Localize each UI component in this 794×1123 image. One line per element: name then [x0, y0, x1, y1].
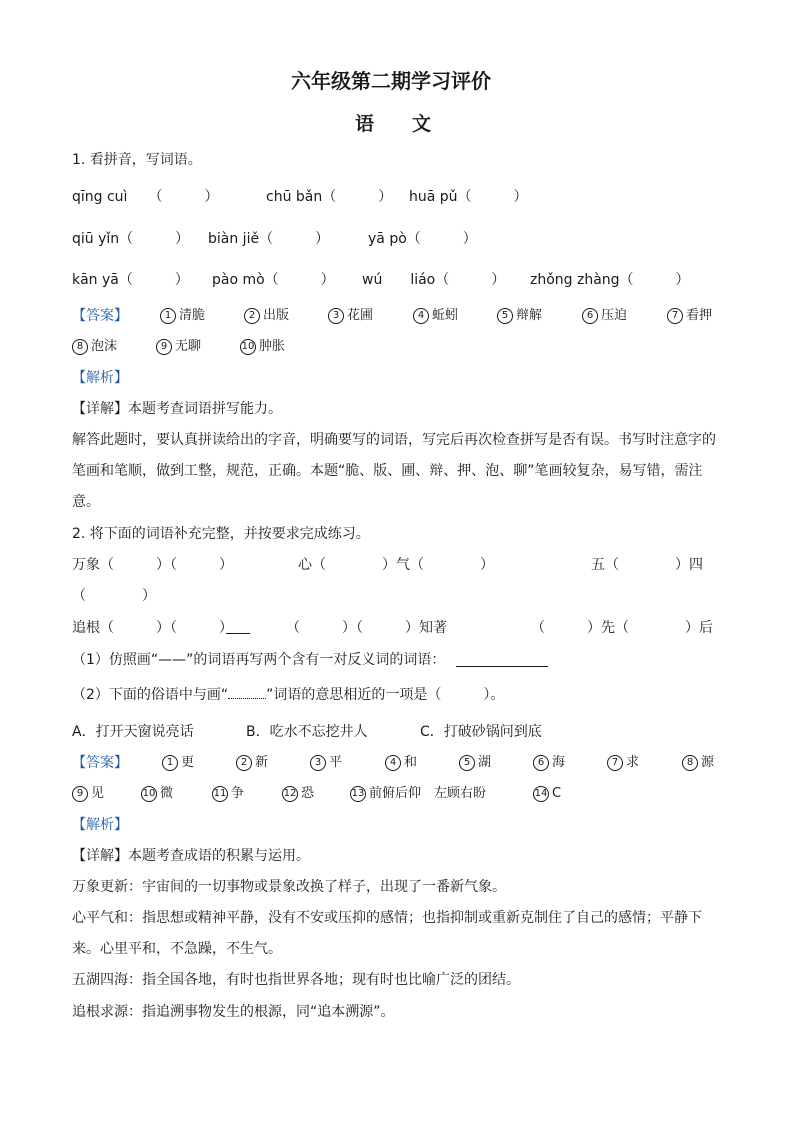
idiom-blank: 追根（ ）（ ） [72, 620, 233, 636]
answer-item: 14 C [534, 786, 562, 801]
explanation-text: 解答此题时，要认真拼读给出的字音，明确要写的词语，写完后再次检查拼写是否有误。书写时注意字的 [72, 432, 716, 448]
pinyin-item: yā pò（ ） [368, 231, 477, 247]
subquestion-2: （2）下面的俗语中与画“ ”词语的意思相近的一项是（ ）。 [72, 687, 505, 703]
question-2-stem: 2. 将下面的词语补充完整，并按要求完成练习。 [72, 526, 370, 542]
answer-item: 10 肿胀 [241, 339, 286, 354]
pinyin-item: pào mò（ ） [212, 272, 335, 288]
answer-item: 4 和 [385, 753, 417, 773]
explanation-text: 万象更新：宇宙间的一切事物或景象改换了样子，出现了一番新气象。 [72, 879, 506, 895]
pinyin-item: zhǒng zhàng（ ） [530, 272, 690, 288]
explanation-text: 意。 [72, 494, 100, 510]
pinyin-item: qiū yǐn（ ） [72, 231, 190, 247]
explanation-text: 来。心里平和，不急躁，不生气。 [72, 941, 282, 957]
option-b: B．吃水不忘挖井人 [246, 724, 368, 740]
pinyin-item: biàn jiě（ ） [208, 231, 330, 247]
answer-item: 12 恐 [283, 786, 315, 801]
option-a: A．打开天窗说亮话 [72, 724, 194, 740]
pinyin-item: qīng cuì （ ） [72, 189, 219, 205]
pinyin-item: wú liáo（ ） [362, 272, 506, 288]
detail-text: 【详解】本题考查词语拼写能力。 [72, 401, 282, 417]
subquestion-1: （1）仿照画“——”的词语再写两个含有一对反义词的词语： [72, 652, 446, 668]
answer-item: 1 更 [162, 753, 194, 773]
answer-item: 11 争 [213, 786, 245, 801]
idiom-blank: 万象（ ）（ ） [72, 557, 233, 573]
explanation-text: 笔画和笔顺，做到工整，规范，正确。本题“脆、版、圃、辩、押、泡、聊”笔画较复杂，易写错，需注 [72, 463, 703, 479]
answer-item: 8 泡沫 [72, 337, 117, 357]
pinyin-item: kān yā（ ） [72, 272, 189, 288]
answer-item: 10 微 [142, 786, 174, 801]
answer-item: 13 前俯后仰 左顾右盼 [351, 786, 487, 801]
answer-item: 1 清脆 [160, 306, 205, 326]
answer-item: 4 蚯蚓 [413, 306, 458, 326]
analysis-label: 【解析】 [72, 817, 128, 833]
explanation-text: 五湖四海：指全国各地，有时也指世界各地；现有时也比喻广泛的团结。 [72, 972, 520, 988]
answer-line [456, 666, 548, 667]
answer-label: 【答案】 [72, 308, 128, 324]
answer-label: 【答案】 [72, 755, 128, 771]
answer-item: 7 看押 [667, 306, 712, 326]
idiom-blank: （ ）先（ ）后 [531, 620, 713, 636]
answer-item: 3 平 [310, 753, 342, 773]
option-c: C．打破砂锅问到底 [420, 724, 542, 740]
answer-item: 9 见 [72, 784, 104, 804]
idiom-blank: （ ） [72, 588, 156, 604]
explanation-text: 追根求源：指追溯事物发生的根源，同“追本溯源”。 [72, 1004, 395, 1020]
idiom-blank: （ ）（ ）知著 [286, 620, 447, 636]
explanation-text: 心平气和：指思想或精神平静，没有不安或压抑的感情；也指抑制或重新克制住了自己的感情；平静下 [72, 910, 702, 926]
answer-item: 2 出版 [244, 306, 289, 326]
subject-title: 语 文 [355, 113, 432, 135]
answer-item: 6 压迫 [582, 306, 627, 326]
detail-text: 【详解】本题考查成语的积累与运用。 [72, 848, 310, 864]
analysis-label: 【解析】 [72, 370, 128, 386]
page-title: 六年级第二期学习评价 [291, 69, 491, 93]
answer-item: 5 湖 [459, 753, 491, 773]
idiom-blank: 心（ ）气（ ） [298, 557, 494, 573]
underline-blank [226, 633, 250, 634]
answer-item: 9 无聊 [156, 337, 201, 357]
pinyin-item: chū bǎn（ ） [266, 189, 393, 205]
answer-item: 5 辩解 [497, 306, 542, 326]
question-1-stem: 1. 看拼音，写词语。 [72, 152, 202, 168]
answer-item: 3 花圃 [328, 306, 373, 326]
idiom-blank: 五（ ）四 [591, 557, 703, 573]
answer-item: 6 海 [533, 753, 565, 773]
answer-item: 2 新 [236, 753, 268, 773]
answer-item: 8 源 [682, 753, 714, 773]
pinyin-item: huā pǔ（ ） [409, 189, 528, 205]
answer-item: 7 求 [607, 753, 639, 773]
